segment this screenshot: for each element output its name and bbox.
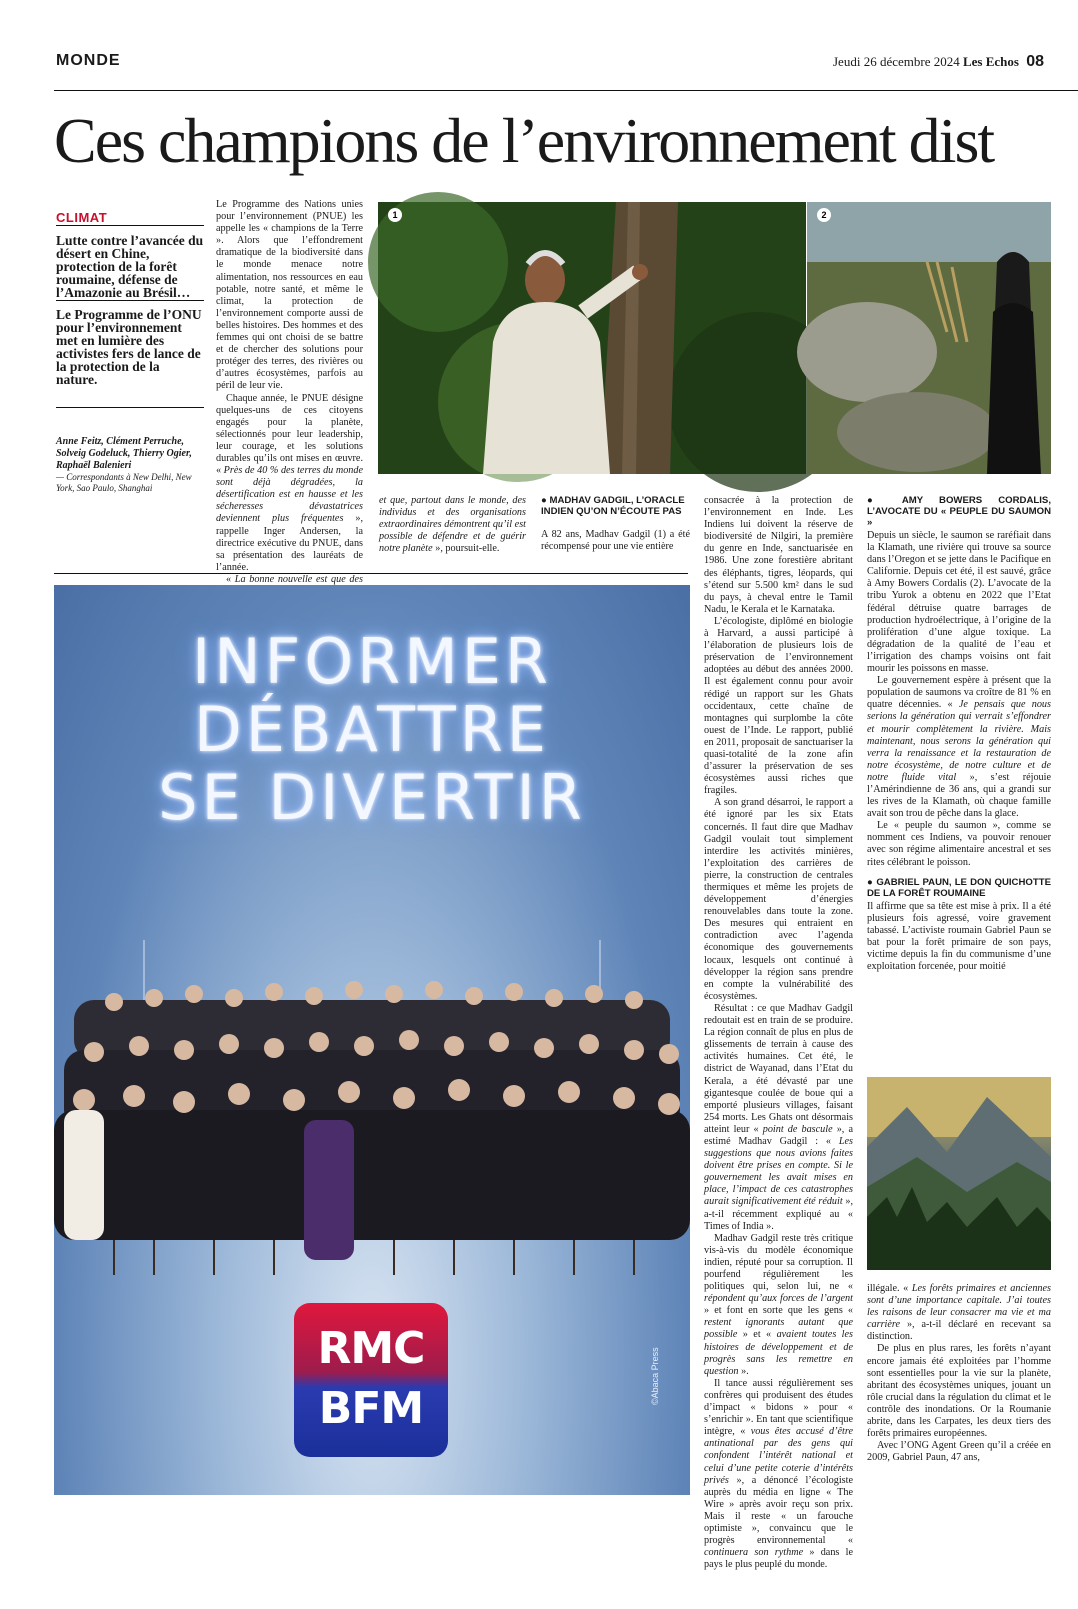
portrait-illustration <box>378 202 806 474</box>
article-column-continued <box>379 495 526 555</box>
correspondents-note: — Correspondants à New Delhi, New York, Sao Paulo, Shanghai <box>56 472 192 493</box>
logo-rmc-text: RMC <box>317 1323 425 1374</box>
photo-romanian-forest <box>867 1077 1051 1270</box>
article-paragraph: Il affirme que sa tête est mise à prix. Il a été plusieurs fois agressé, voire gravement tabassé. L’activiste roumain Gabriel Paun se bat pour la forêt primaire de son pays, victime depuis la fin du communisme d’une exploitation forcenée, pour moitié <box>867 900 1051 973</box>
article-paragraph: Le « peuple du saumon », comme se nomment ces Indiens, va pouvoir renouer avec son régime alimentaire ancestral et ses rites célébrant le poisson. <box>867 820 1051 868</box>
section-rubric: MONDE <box>56 52 121 69</box>
dateline <box>833 53 1044 71</box>
advertisement-rmc-bfm[interactable] <box>54 585 690 1495</box>
lead-bottom-rule <box>56 407 204 408</box>
lead-paragraph: Lutte contre l’avancée du désert en Chine, protection de la forêt roumaine, défense de l’Amazonie au Brésil… <box>56 233 204 300</box>
article-column-bowers <box>867 495 1051 1077</box>
article-paragraph: A son grand désarroi, le rapport a été ignoré par les six Etats concernés. Il faut dire que Madhav Gadgil voulait tout simplement interdire les activités minières, l’exploitation des carrières de pierre, la construction de centrales thermiques et même les projets de développement d’énergies renouvelables dans toute la zone. Des mesures qui entraient en contradiction avec l’agenda économique des gouvernements locaux, lesquels ont continué à développer la région sans prendre en compte la vulnérabilité des écosystèmes. <box>704 797 853 1002</box>
kicker-rule <box>56 225 204 226</box>
photo-amy-bowers-cordalis <box>807 202 1051 474</box>
photo-number-badge: 1 <box>388 208 402 222</box>
photo-credit: ©Abaca Press <box>650 1347 660 1405</box>
page-headline: Ces champions de l’environnement dist <box>54 105 994 176</box>
issue-date: Jeudi 26 décembre 2024 <box>833 54 960 69</box>
section-heading-paun: ● GABRIEL PAUN, LE DON QUICHOTTE DE LA FORÊT ROUMAINE <box>867 876 1051 899</box>
article-paragraph: Chaque année, le PNUE désigne quelques-uns de ces citoyens engagés pour la planète, sélectionnés pour leur leadership, leur courage, et les solutions durables qu’ils ont mises en œuvre. « Près de 40 % des terres du monde sont déjà dégradées, la désertification est en hausse et les sécheresses dévastatrices deviennent plus fréquentes », rappelle Inger Andersen, la directrice exécutive du PNUE, dans sa présentation des lauréats de l’année. <box>216 392 363 573</box>
article-paragraph: Avec l’ONG Agent Green qu’il a créée en 2009, Gabriel Paun, 47 ans, <box>867 1440 1051 1464</box>
section-heading-gadgil: ● MADHAV GADGIL, L’ORACLE INDIEN QU’ON N’ÉCOUTE PAS <box>541 495 685 517</box>
article-paragraph: Madhav Gadgil reste très critique vis-à-vis du modèle économique indien, réputé pour sa corruption. Il pourfend régulièrement les politiques qui, selon lui, ne « répondent qu’aux forces de l’argent » et font en sorte que les gens « restent ignorants autant que possible » et « avaient toutes les histoires de développement et de progrès sans les remettre en question ». <box>704 1232 854 1377</box>
article-column-paun <box>867 1283 1051 1495</box>
rmc-bfm-logo <box>294 1303 448 1457</box>
advert-slogan-line-3: SE DIVERTIR <box>158 761 586 834</box>
newspaper-brand: Les Echos <box>962 54 1019 69</box>
article-paragraph: De plus en plus rares, les forêts n’ayant encore jamais été exploitées par l’homme sont essentielles pour la vie sur la planète, abritant des écosystèmes uniques, jouant un rôle crucial dans la régulation du climat et le contrôle des inondations. Or la Roumanie abrite, dans les Carpates, les deux tiers des forêts primaires européennes. <box>867 1343 1051 1440</box>
lead-paragraph-2: Le Programme de l’ONU pour l’environnement met en lumière des activistes fers de lance de la protection de la nature. <box>56 307 202 387</box>
article-column-gadgil-start <box>541 529 690 555</box>
team-crowd-illustration <box>54 940 690 1280</box>
advert-slogan-line-2: DÉBATTRE <box>194 693 550 766</box>
section-heading-bowers: ● AMY BOWERS CORDALIS, L’AVOCATE DU « PEUPLE DU SAUMON » <box>867 495 1051 528</box>
headline-clip <box>0 100 1078 180</box>
advert-slogan-line-1: INFORMER <box>192 625 552 698</box>
article-paragraph: A 82 ans, Madhav Gadgil (1) a été récompensé pour une vie entière <box>541 529 690 553</box>
author-byline: Anne Feitz, Clément Perruche, Solveig Godeluck, Thierry Ogier, Raphaël Balenieri <box>56 436 192 471</box>
lead-divider <box>56 300 204 301</box>
logo-bfm-text: BFM <box>318 1383 424 1434</box>
photo-madhav-gadgil <box>378 202 806 474</box>
article-paragraph: illégale. « Les forêts primaires et anciennes sont d’une importance capitale. J’ai toutes les raisons de leur consacrer ma vie et ma carrière », a-t-il déclaré en recevant sa distinction. <box>867 1283 1052 1343</box>
article-column-gadgil <box>704 495 854 1571</box>
page-number: 08 <box>1026 53 1044 70</box>
header-rule <box>54 90 1078 91</box>
forest-illustration <box>867 1077 1051 1270</box>
article-paragraph: « La bonne nouvelle est que des <box>226 573 363 585</box>
article-paragraph: Résultat : ce que Madhav Gadgil redoutait est en train de se produire. La région connaît de plus en plus de glissements de terrain à cause des activités humaines. Cet été, le district de Wayanad, dans l’Etat du Kerala, a été dévasté par une gigantesque coulée de boue qui a emporté plusieurs villages, faisant 254 morts. Les Ghats ont désormais atteint leur « point de bascule », a estimé Madhav Gadgil : « Les suggestions que nous avions faites doivent être prises en compte. Si le gouvernement les avait mises en place, l’impact de ces catastrophes aurait significativement été réduit », a-t-il récemment expliqué au « Times of India ». <box>704 1002 854 1232</box>
article-paragraph: et que, partout dans le monde, des individus et des organisations extraordinaires démontrent qu’il est possible de défendre et de guérir notre planète », poursuit-elle. <box>379 495 526 555</box>
article-paragraph: Il tance aussi régulièrement ses confrères qui produisent des études d’impact « bidons » pour « s’enrichir ». En tant que scientifique intègre, « vous êtes accusé d’être antinational par des gens qui confondent l’intérêt national et celui d’une petite coterie d’intérêts privés », a dénoncé l’écologiste auprès du média en ligne « The Wire » après avoir reçu son prix. Mais il reste « un farouche optimiste », convaincu que le progrès environnemental « continuera son rythme » dans le pays le plus peuplé du monde. <box>704 1377 853 1571</box>
photo-number-badge: 2 <box>817 208 831 222</box>
kicker-label: CLIMAT <box>56 210 108 225</box>
article-paragraph: consacrée à la protection de l’environnement en Inde. Les Indiens lui doivent la réserve de biodiversité de Nilgiri, la première du genre en Inde, sanctuarisée en 1986. Une zone forestière abritant des éléphants, tigres, léopards, qui s’étend sur 5.500 km² dans le sud du pays, à cheval entre le Tamil Nadu, le Kerala et le Karnataka. <box>704 495 853 615</box>
article-paragraph: Le Programme des Nations unies pour l’environnement (PNUE) les appelle les « champions de la Terre ». Alors que l’effondrement dramatique de la biodiversité dans le monde menace notre alimentation, nos ressources en eau potable, notre santé, et même le climat, la protection de l’environnement comporte aussi de belles histoires. Des hommes et des femmes qui ont choisi de se battre et de chercher des solutions pour protéger des terres, des rivières ou d’autres écosystèmes, parfois au péril de leur vie. <box>216 199 363 392</box>
article-paragraph: L’écologiste, diplômé en biologie à Harvard, a aussi participé à l’élaboration de plusieurs lois de préservation de l’environnement adoptées au début des années 2000. Il est également connu pour avoir rédigé un rapport sur les Ghats occidentaux, cette chaîne de montagnes qui surplombe la côte ouest de l’Inde. Le rapport, publié en 2011, proposait de sanctuariser la quasi-totalité de la zone afin d’assurer la préservation de ses écosystèmes aussi riches que fragiles. <box>704 615 853 797</box>
portrait-illustration <box>807 202 1051 474</box>
article-column-intro <box>216 199 363 585</box>
article-paragraph: Le gouvernement espère à présent que la population de saumons va croître de 81 % en quatre décennies. « Je pensais que nous serions la génération qui verrait s’effondrer et mourir complètement la rivière. Mais maintenant, nous serons la génération qui verra la renaissance et la restauration de notre écosystème, de notre culture et de notre fluide vital », s’est réjouie l’Amérindienne de 36 ans, qui a grandi sur les rives de la Klamath, où chaque famille avait son trou de pêche dans la glace. <box>867 675 1051 820</box>
article-paragraph: Depuis un siècle, le saumon se raréfiait dans la Klamath, une rivière qui trouve sa source dans l’Oregon et se jette dans le Pacifique en Californie. Depuis cet été, il est sauvé, grâce à Amy Bowers Cordalis (2). L’avocate de la tribu Yurok a obtenu en 2022 que l’Etat fédéral détruise quatre barrages de production hydroélectrique, à l’origine de la prolifération d’une algue toxique. La dégradation de la qualité de l’eau et l’irrigation des champs voisins ont fait mourir les poissons en masse. <box>867 530 1051 675</box>
advert-top-rule <box>54 573 688 574</box>
